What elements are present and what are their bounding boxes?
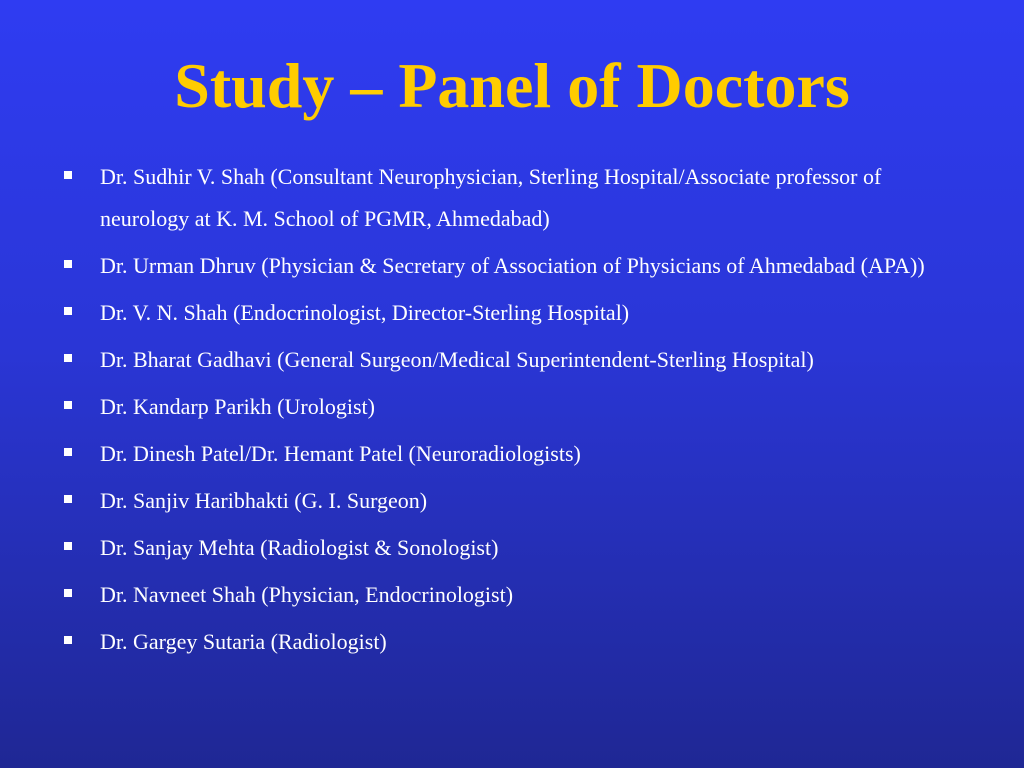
- list-item: [60, 433, 960, 475]
- square-bullet-icon: [64, 542, 72, 550]
- list-item: [60, 574, 960, 616]
- list-item: [60, 386, 960, 428]
- list-item: [60, 292, 960, 334]
- list-item-text: Dr. Sanjay Mehta (Radiologist & Sonologist): [100, 535, 499, 560]
- square-bullet-icon: [64, 171, 72, 179]
- doctor-list: [60, 156, 960, 668]
- slide-title: Study – Panel of Doctors: [174, 50, 850, 121]
- list-item: [60, 621, 960, 663]
- list-item-text: Dr. Dinesh Patel/Dr. Hemant Patel (Neuroradiologists): [100, 441, 581, 466]
- list-item: [60, 527, 960, 569]
- list-item: [60, 339, 960, 381]
- square-bullet-icon: [64, 589, 72, 597]
- list-item-text: Dr. Gargey Sutaria (Radiologist): [100, 629, 387, 654]
- list-item-text: Dr. Sanjiv Haribhakti (G. I. Surgeon): [100, 488, 428, 513]
- square-bullet-icon: [64, 401, 72, 409]
- list-item: [60, 480, 960, 522]
- list-item-text: Dr. V. N. Shah (Endocrinologist, Director-Sterling Hospital): [100, 300, 630, 325]
- list-item: [60, 156, 960, 240]
- square-bullet-icon: [64, 448, 72, 456]
- square-bullet-icon: [64, 636, 72, 644]
- list-item-text: Dr. Bharat Gadhavi (General Surgeon/Medical Superintendent-Sterling Hospital): [100, 347, 814, 372]
- list-item-text: Dr. Navneet Shah (Physician, Endocrinologist): [100, 582, 514, 607]
- square-bullet-icon: [64, 307, 72, 315]
- square-bullet-icon: [64, 260, 72, 268]
- list-item-text: Dr. Kandarp Parikh (Urologist): [100, 394, 375, 419]
- list-item: [60, 245, 960, 287]
- list-item-text: Dr. Sudhir V. Shah (Consultant Neurophysician, Sterling Hospital/Associate professor of neurology at K. M. School of PGMR, Ahmedabad): [100, 164, 882, 231]
- list-item-text: Dr. Urman Dhruv (Physician & Secretary of Association of Physicians of Ahmedabad (APA)): [100, 253, 925, 278]
- square-bullet-icon: [64, 495, 72, 503]
- square-bullet-icon: [64, 354, 72, 362]
